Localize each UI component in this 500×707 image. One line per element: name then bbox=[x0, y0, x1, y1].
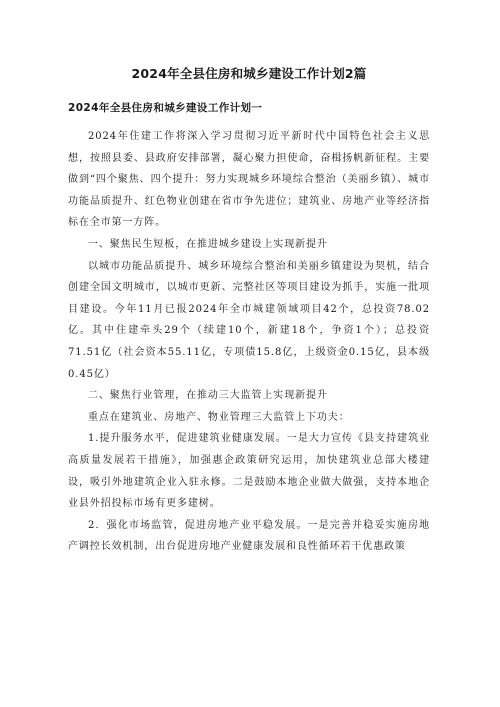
section-heading-1: 一、聚焦民生短板，在推进城乡建设上实现新提升 bbox=[88, 238, 328, 250]
section-1-paragraph: 以城市功能品质提升、城乡环境综合整治和美丽乡镇建设为契机，结合创建全国文明城市，以城市更新、完整社区等项目建设为抓手，实施一批项目建设。今年11月已报2024年全市城建领域项目42个，总投资78.02亿。其中住建牵头29个（续建10个，新建18个，争资1个）；总投资71.51亿（社会资本55.11亿，专项债15.8亿，上级资金0.15亿，县本级0.45亿） bbox=[68, 260, 430, 380]
section-2-item-2: 2．强化市场监管，促进房地产业平稳发展。一是完善并稳妥实施房地产调控长效机制，出台促进房地产业健康发展和良性循环若干优惠政策 bbox=[68, 519, 430, 553]
section-2-item-1: 1.提升服务水平，促进建筑业健康发展。一是大力宣传《县支持建筑业高质量发展若干措施》，加强惠企政策研究运用，加快建筑业总部大楼建设，吸引外地建筑企业入驻永修。二是鼓励本地企业做大做强，支持本地企业县外招投标市场有更多建树。 bbox=[68, 433, 430, 510]
document-title: 2024年全县住房和城乡建设工作计划2篇 bbox=[131, 66, 367, 81]
intro-paragraph: 2024年住建工作将深入学习贯彻习近平新时代中国特色社会主义思想，按照县委、县政府安排部署，凝心聚力担使命，奋楫扬帆新征程。主要做到“四个聚焦、四个提升：努力实现城乡环境综合整治（美丽乡镇）、城市功能品质提升、红色物业创建在省市争先进位；建筑业、房地产业等经济指标在全市第一方阵。 bbox=[68, 131, 430, 229]
document-subtitle: 2024年全县住房和城乡建设工作计划一 bbox=[68, 102, 263, 114]
section-2-intro: 重点在建筑业、房地产、物业管理三大监管上下功夫： bbox=[88, 411, 350, 423]
section-heading-2: 二、聚焦行业管理，在推动三大监管上实现新提升 bbox=[88, 390, 328, 402]
